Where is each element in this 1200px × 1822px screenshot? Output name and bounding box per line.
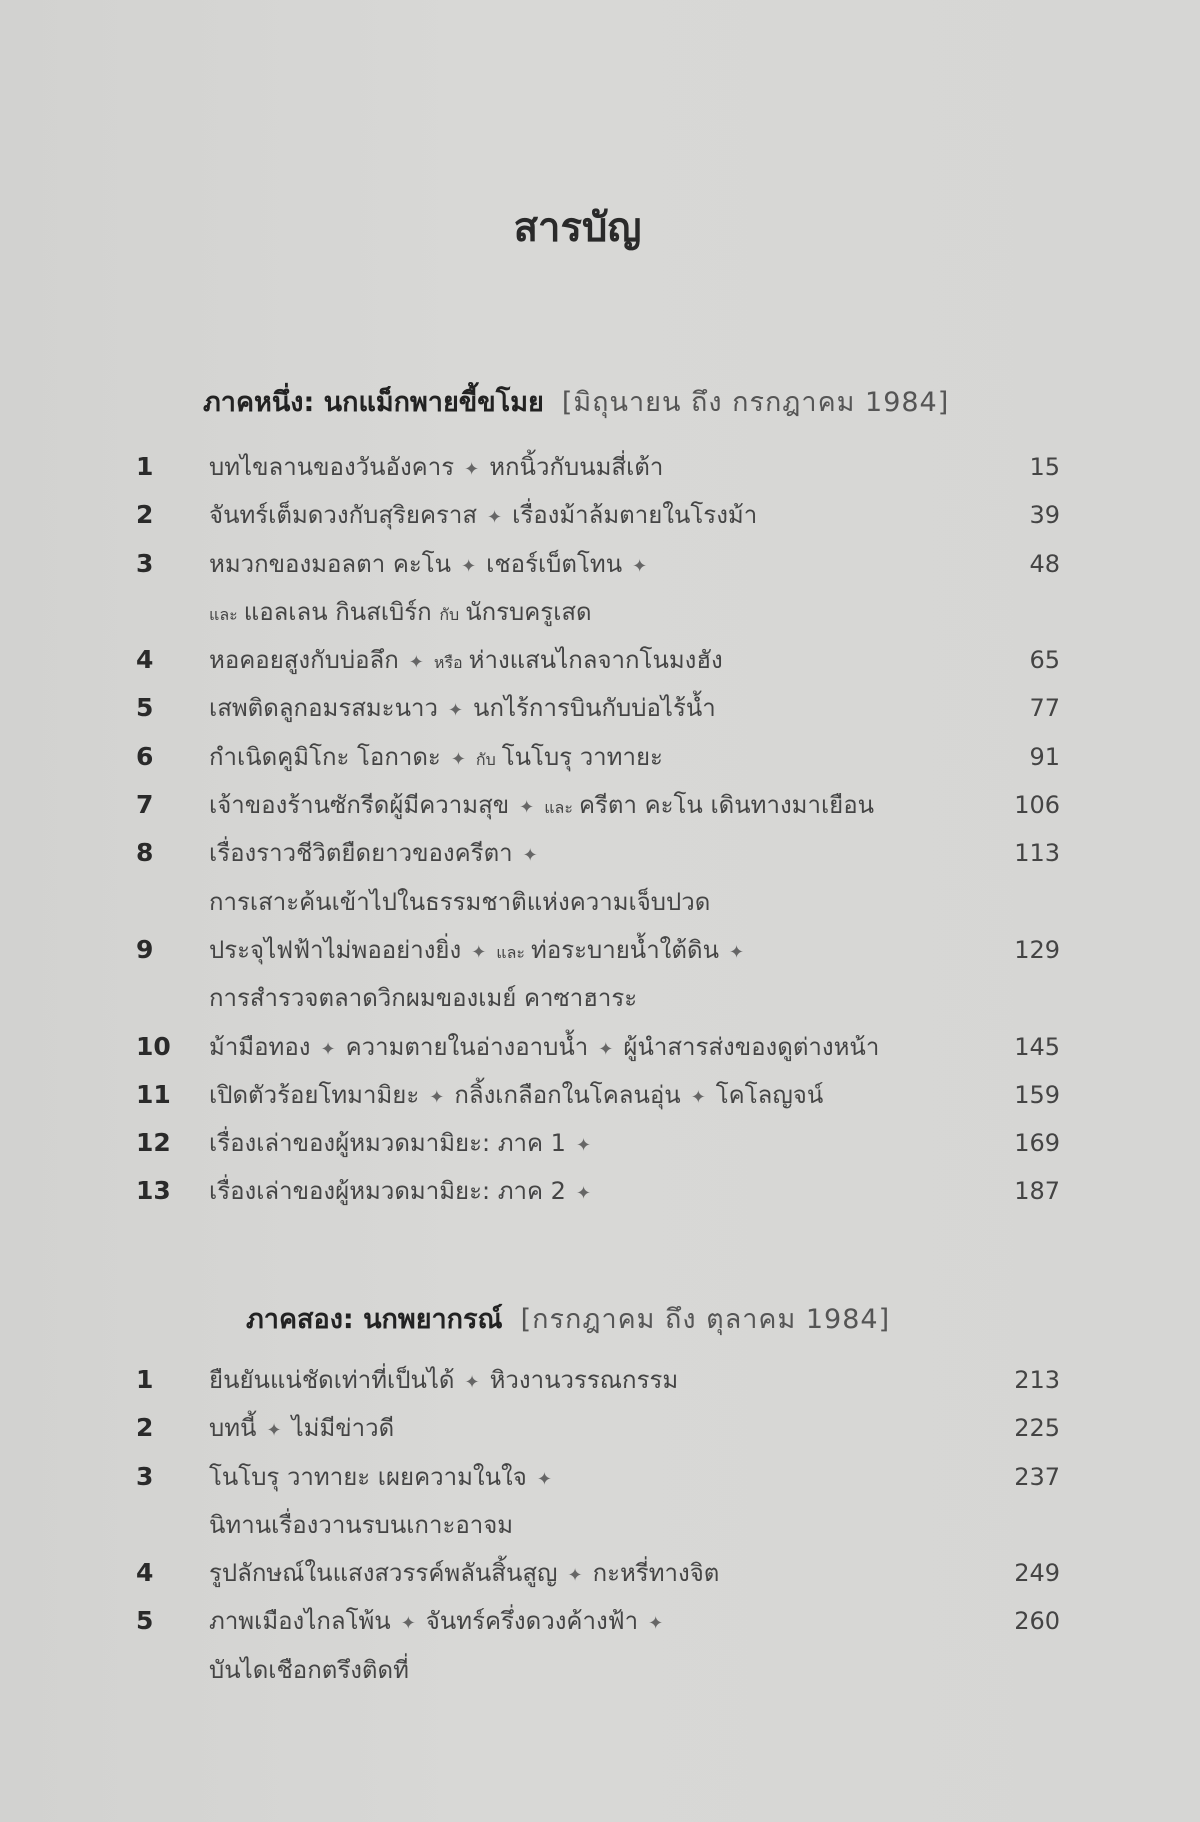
chapter-entry	[136, 829, 1060, 877]
title-segment: หิวงานวรรณกรรม	[489, 1366, 679, 1394]
diamond-separator-icon: ✦	[728, 941, 745, 963]
connector-word: กับ	[439, 604, 460, 624]
chapter-title-continuation	[209, 974, 637, 1022]
chapter-entry	[136, 1071, 1060, 1119]
connector-word: และ	[209, 604, 238, 624]
title-segment: เสพติดลูกอมรสมะนาว	[209, 694, 438, 723]
chapter-entry	[136, 733, 1060, 781]
part-two-heading	[246, 1297, 890, 1340]
part-name: ภาคหนึ่ง: นกแม็กพายขี้ขโมย	[203, 387, 544, 418]
chapter-entry	[136, 781, 1060, 829]
chapter-entry-continuation	[136, 1501, 1060, 1549]
chapter-entry	[136, 1549, 1060, 1597]
diamond-separator-icon: ✦	[519, 797, 535, 819]
page-number: 48	[1029, 549, 1060, 578]
title-segment: นักรบครูเสด	[465, 597, 592, 626]
title-segment: เจ้าของร้านซักรีดผู้มีความสุข	[209, 791, 510, 820]
chapter-entry	[136, 540, 1060, 588]
diamond-separator-icon: ✦	[464, 1372, 480, 1393]
chapter-title	[209, 491, 757, 542]
page-number: 15	[1029, 453, 1060, 481]
title-segment: การสำรวจตลาดวิกผมของเมย์ คาซาฮาระ	[209, 984, 638, 1013]
part-name: ภาคสอง: นกพยากรณ์	[246, 1304, 503, 1335]
chapter-entry-continuation	[136, 1646, 1060, 1694]
diamond-separator-icon: ✦	[598, 1038, 614, 1060]
page-number: 39	[1029, 501, 1060, 530]
chapter-number: 10	[136, 1031, 171, 1061]
diamond-separator-icon: ✦	[575, 1135, 592, 1157]
chapter-number: 13	[136, 1176, 171, 1206]
diamond-separator-icon: ✦	[522, 845, 538, 867]
title-segment: หอคอยสูงกับบ่อลึก	[209, 646, 399, 675]
page-number: 129	[1014, 935, 1060, 964]
chapter-number: 4	[136, 1558, 154, 1588]
chapter-title	[209, 1356, 678, 1407]
title-segment: ความตายในอ่างอาบน้ำ	[345, 1032, 589, 1061]
title-segment: บทไขลานของวันอังคาร	[209, 453, 455, 481]
page-number: 187	[1014, 1177, 1060, 1206]
title-segment: ม้ามือทอง	[209, 1032, 311, 1061]
title-segment: ครีตา คะโน เดินทางมาเยือน	[578, 791, 875, 820]
title-segment: กำเนิดคูมิโกะ โอกาดะ	[209, 742, 441, 771]
diamond-separator-icon: ✦	[471, 941, 487, 963]
title-segment: นิทานเรื่องวานรบนเกาะอาจม	[209, 1510, 514, 1539]
title-segment: จันทร์เต็มดวงกับสุริยคราส	[209, 501, 478, 530]
page-number: 91	[1029, 742, 1060, 771]
chapter-entry-continuation	[136, 588, 1060, 636]
diamond-separator-icon: ✦	[266, 1420, 282, 1442]
diamond-separator-icon: ✦	[536, 1468, 552, 1490]
part-date-range: [กรกฎาคม ถึง ตุลาคม 1984]	[520, 1304, 891, 1335]
chapter-entry	[136, 1453, 1060, 1501]
chapter-title	[209, 1119, 601, 1170]
chapter-title	[209, 1404, 394, 1455]
chapter-number: 4	[136, 645, 154, 675]
chapter-title-continuation	[209, 588, 592, 639]
chapter-entry	[136, 1167, 1060, 1215]
diamond-separator-icon: ✦	[320, 1038, 336, 1060]
chapter-entry	[136, 684, 1060, 732]
title-segment: บทนี้	[209, 1414, 257, 1443]
chapter-number: 8	[136, 838, 154, 868]
diamond-separator-icon: ✦	[567, 1565, 583, 1587]
chapter-number: 9	[136, 934, 154, 964]
title-segment: เปิดตัวร้อยโทมามิยะ	[209, 1080, 420, 1109]
part-two-chapter-list	[136, 1356, 1060, 1694]
chapter-number: 6	[136, 741, 154, 771]
title-segment: เรื่องเล่าของผู้หมวดมามิยะ: ภาค 1	[209, 1129, 566, 1158]
title-segment: ผู้นำสารส่งของดูต่างหน้า	[623, 1032, 880, 1061]
connector-word: กับ	[475, 749, 496, 769]
title-segment: ท่อระบายน้ำใต้ดิน	[531, 935, 719, 964]
chapter-title	[209, 1071, 823, 1122]
title-segment: ยืนยันแน่ชัดเท่าที่เป็นได้	[209, 1366, 455, 1394]
diamond-separator-icon: ✦	[690, 1086, 706, 1108]
page-number: 145	[1014, 1032, 1060, 1061]
chapter-number: 1	[136, 1365, 154, 1394]
chapter-entry-continuation	[136, 974, 1060, 1022]
page-number: 169	[1014, 1129, 1060, 1158]
title-segment: เชอร์เบ็ตโทน	[486, 549, 623, 578]
diamond-separator-icon: ✦	[632, 555, 648, 577]
diamond-separator-icon: ✦	[400, 1613, 416, 1635]
chapter-entry	[136, 926, 1060, 974]
connector-word: และ	[496, 942, 525, 962]
title-segment: เรื่องเล่าของผู้หมวดมามิยะ: ภาค 2	[209, 1177, 566, 1206]
title-segment: ภาพเมืองไกลโพ้น	[209, 1607, 391, 1636]
title-segment: ไม่มีข่าวดี	[291, 1414, 395, 1443]
diamond-separator-icon: ✦	[648, 1613, 664, 1635]
part-one-heading	[203, 380, 949, 423]
chapter-title	[209, 684, 716, 735]
title-segment: จันทร์ครึ่งดวงค้างฟ้า	[425, 1607, 639, 1636]
page-title: สารบัญ	[513, 205, 642, 251]
diamond-separator-icon: ✦	[450, 748, 466, 770]
chapter-title	[209, 443, 663, 494]
title-segment: หมวกของมอลตา คะโน	[209, 549, 452, 578]
title-segment: หกนิ้วกับนมสี่เต้า	[489, 453, 664, 481]
diamond-separator-icon: ✦	[461, 555, 477, 577]
chapter-number: 12	[136, 1128, 171, 1158]
chapter-title	[209, 1023, 879, 1074]
title-segment: การเสาะค้นเข้าไปในธรรมชาติแห่งความเจ็บปวด	[209, 887, 711, 916]
title-segment: โคโลญจน์	[715, 1080, 824, 1109]
chapter-title	[209, 540, 657, 591]
chapter-title	[209, 636, 723, 687]
page-number: 237	[1014, 1462, 1060, 1491]
title-segment: เรื่องม้าล้มตายในโรงม้า	[512, 501, 758, 530]
title-segment: โนโบรุ วาทายะ	[501, 742, 663, 771]
title-segment: เรื่องราวชีวิตยืดยาวของครีตา	[209, 839, 513, 868]
page-number: 159	[1014, 1080, 1060, 1109]
title-segment: นกไร้การบินกับบ่อไร้น้ำ	[473, 694, 716, 723]
chapter-title	[209, 1453, 562, 1504]
chapter-title	[209, 733, 663, 784]
title-segment: กะหรี่ทางจิต	[592, 1559, 720, 1588]
diamond-separator-icon: ✦	[487, 507, 503, 529]
chapter-entry	[136, 1597, 1060, 1645]
page-number: 65	[1029, 646, 1060, 675]
chapter-entry	[136, 1119, 1060, 1167]
chapter-title	[209, 1549, 719, 1600]
page-number: 77	[1029, 694, 1060, 723]
chapter-entry	[136, 491, 1060, 539]
page-number: 260	[1014, 1607, 1060, 1636]
chapter-number: 5	[136, 693, 154, 723]
diamond-separator-icon: ✦	[464, 459, 480, 480]
chapter-title	[209, 926, 754, 977]
title-segment: แอลเลน กินสเบิร์ก	[243, 597, 432, 626]
chapter-number: 5	[136, 1606, 154, 1636]
chapter-number: 2	[136, 1413, 154, 1443]
connector-word: และ	[544, 798, 573, 818]
chapter-entry	[136, 1023, 1060, 1071]
chapter-title	[209, 1167, 601, 1218]
title-segment: ประจุไฟฟ้าไม่พออย่างยิ่ง	[209, 935, 462, 964]
chapter-entry	[136, 636, 1060, 684]
chapter-title-continuation	[209, 1501, 513, 1549]
part-date-range: [มิถุนายน ถึง กรกฎาคม 1984]	[561, 387, 950, 418]
diamond-separator-icon: ✦	[447, 700, 464, 722]
diamond-separator-icon: ✦	[429, 1086, 445, 1108]
title-segment: รูปลักษณ์ในแสงสวรรค์พลันสิ้นสูญ	[209, 1559, 558, 1588]
page-number: 113	[1014, 839, 1060, 868]
diamond-separator-icon: ✦	[575, 1183, 592, 1205]
chapter-title-continuation	[209, 878, 710, 926]
title-segment: โนโบรุ วาทายะ เผยความในใจ	[209, 1462, 527, 1491]
title-segment: กลิ้งเกลือกในโคลนอุ่น	[454, 1080, 681, 1109]
page-number: 225	[1014, 1414, 1060, 1443]
chapter-title	[209, 781, 874, 832]
chapter-title	[209, 829, 548, 880]
chapter-number: 7	[136, 790, 154, 820]
chapter-number: 1	[136, 452, 154, 481]
title-segment: บันไดเชือกตรึงติดที่	[209, 1655, 409, 1684]
chapter-entry	[136, 443, 1060, 491]
chapter-number: 11	[136, 1079, 171, 1109]
page-number: 213	[1014, 1366, 1060, 1394]
part-one-chapter-list	[136, 443, 1060, 1216]
diamond-separator-icon: ✦	[408, 652, 424, 674]
connector-word: หรือ	[433, 653, 463, 673]
chapter-number: 3	[136, 548, 154, 578]
chapter-entry	[136, 1356, 1060, 1404]
chapter-number: 3	[136, 1461, 154, 1491]
page-number: 249	[1014, 1559, 1060, 1588]
chapter-entry	[136, 1404, 1060, 1452]
title-segment: ห่างแสนไกลจากโนมงฮัง	[468, 646, 723, 675]
chapter-title-continuation	[209, 1646, 409, 1694]
chapter-title	[209, 1597, 673, 1648]
chapter-entry-continuation	[136, 878, 1060, 926]
page-number: 106	[1014, 791, 1060, 820]
chapter-number: 2	[136, 500, 154, 530]
